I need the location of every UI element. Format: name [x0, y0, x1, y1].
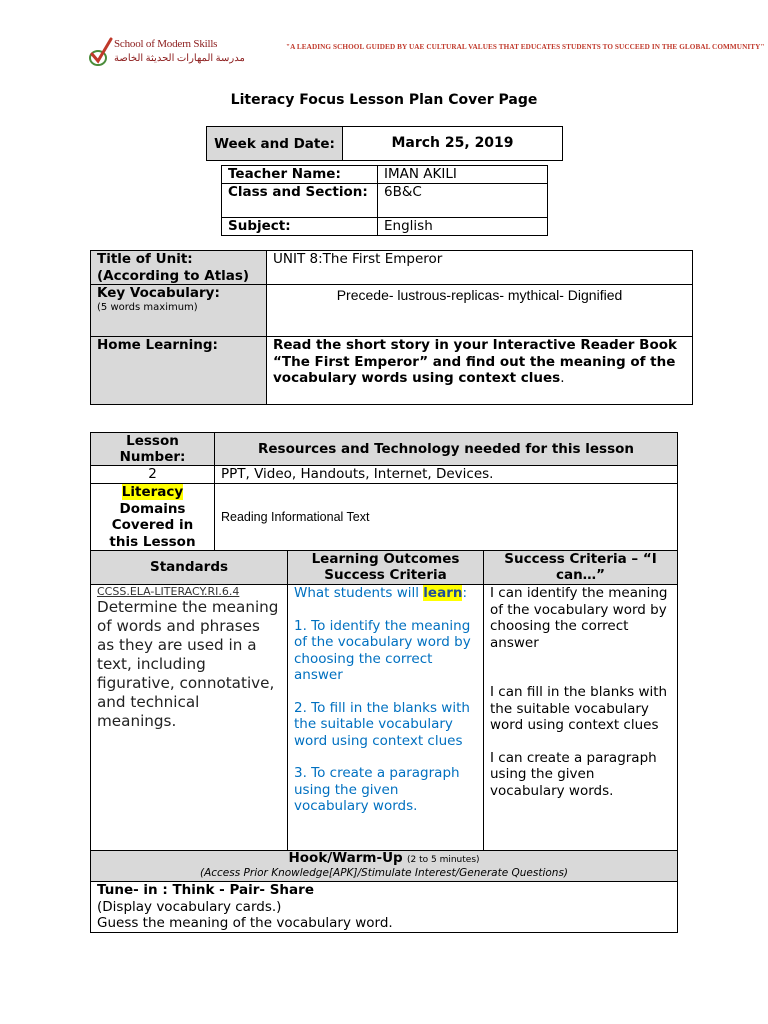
home-learning-value — [267, 337, 693, 405]
subject-value: English — [378, 218, 548, 236]
home-learning-label: Home Learning: — [91, 337, 267, 405]
hook-line-3: Guess the meaning of the vocabulary word. — [97, 915, 393, 931]
outcomes-intro-text: What students will — [294, 585, 419, 601]
outcomes-header: Learning Outcomes Success Criteria — [288, 551, 484, 585]
unit-title-label-text: Title of Unit: — [97, 251, 193, 267]
resources-header: Resources and Technology needed for this lesson — [215, 433, 678, 466]
hook-content — [91, 882, 678, 933]
week-date-table — [206, 126, 563, 161]
check-pencil-icon — [88, 36, 114, 68]
home-learning-end: . — [560, 370, 565, 386]
home-learning-text: Read the short story in your Interactive Reader Book “The First Emperor” and find out the meaning of the vocabulary words using context clues — [273, 337, 677, 386]
criteria-cell — [484, 585, 678, 851]
page-title: Literacy Focus Lesson Plan Cover Page — [230, 92, 538, 108]
standards-cell — [91, 585, 288, 851]
outcome-2: 2. To fill in the blanks with the suitable vocabulary word using context clues — [294, 699, 470, 749]
key-vocabulary-label — [91, 285, 267, 337]
key-vocabulary-value: Precede- lustrous-replicas- mythical- Dignified — [267, 285, 693, 337]
outcome-1: 1. To identify the meaning of the vocabulary word by choosing the correct answer — [294, 617, 471, 683]
lesson-number-value: 2 — [91, 466, 215, 484]
lesson-number-header: Lesson Number: — [91, 433, 215, 466]
school-name: School of Modern Skills — [114, 38, 218, 50]
criteria-1: I can identify the meaning of the vocabulary word by choosing the correct answer — [490, 585, 668, 651]
unit-title-label — [91, 251, 267, 285]
class-section-value: 6B&C — [378, 184, 548, 218]
outcomes-intro-highlight: learn — [423, 585, 463, 601]
outcomes-intro-end: : — [462, 585, 468, 601]
teacher-name-value: IMAN AKILI — [378, 166, 548, 184]
teacher-info-table — [221, 165, 548, 236]
hook-line-1: Tune- in : Think - Pair- Share — [97, 882, 314, 898]
criteria-2: I can fill in the blanks with the suitable vocabulary word using context clues — [490, 684, 668, 733]
standards-header: Standards — [91, 551, 288, 585]
outcomes-intro — [294, 585, 477, 602]
unit-info-table — [90, 250, 693, 405]
literacy-domains-label — [91, 484, 215, 551]
literacy-highlight: Literacy — [121, 484, 184, 500]
teacher-name-label: Teacher Name: — [222, 166, 378, 184]
hook-time: (2 to 5 minutes) — [407, 855, 480, 865]
school-name-arabic: مدرسة المهارات الحديثة الخاصة — [114, 53, 245, 64]
school-motto: "A LEADING SCHOOL GUIDED BY UAE CULTURAL VALUES THAT EDUCATES STUDENTS TO SUCCEED IN THE GLOBAL COMMUNITY" — [286, 43, 765, 51]
key-vocabulary-note: (5 words maximum) — [97, 301, 198, 313]
outcome-3: 3. To create a paragraph using the given vocabulary words. — [294, 765, 460, 814]
school-logo — [88, 36, 245, 70]
criteria-header: Success Criteria – “I can…” — [484, 551, 678, 585]
outcomes-cell — [288, 585, 484, 851]
resources-value: PPT, Video, Handouts, Internet, Devices. — [215, 466, 678, 484]
standard-text: Determine the meaning of words and phrases as they are used in a text, including figurative, connotative, and technical meanings. — [97, 598, 279, 730]
class-section-label: Class and Section: — [222, 184, 378, 218]
unit-title-value: UNIT 8:The First Emperor — [267, 251, 693, 285]
subject-label: Subject: — [222, 218, 378, 236]
standard-code: CCSS.ELA-LITERACY.RI.6.4 — [97, 585, 240, 598]
lesson-table — [90, 432, 678, 933]
hook-title: Hook/Warm-Up — [288, 850, 403, 866]
unit-title-sublabel: (According to Atlas) — [97, 267, 250, 284]
criteria-3: I can create a paragraph using the given vocabulary words. — [490, 749, 657, 799]
literacy-domains-label-text: Domains Covered in this Lesson — [109, 500, 196, 550]
hook-title-line — [97, 851, 671, 867]
week-date-value: March 25, 2019 — [343, 127, 563, 161]
hook-line-2: (Display vocabulary cards.) — [97, 898, 282, 915]
key-vocabulary-label-text: Key Vocabulary: — [97, 285, 220, 301]
literacy-domains-value: Reading Informational Text — [215, 484, 678, 551]
hook-header — [91, 851, 678, 882]
week-date-label: Week and Date: — [207, 127, 343, 161]
hook-subtitle: (Access Prior Knowledge[APK]/Stimulate Interest/Generate Questions) — [199, 867, 569, 879]
